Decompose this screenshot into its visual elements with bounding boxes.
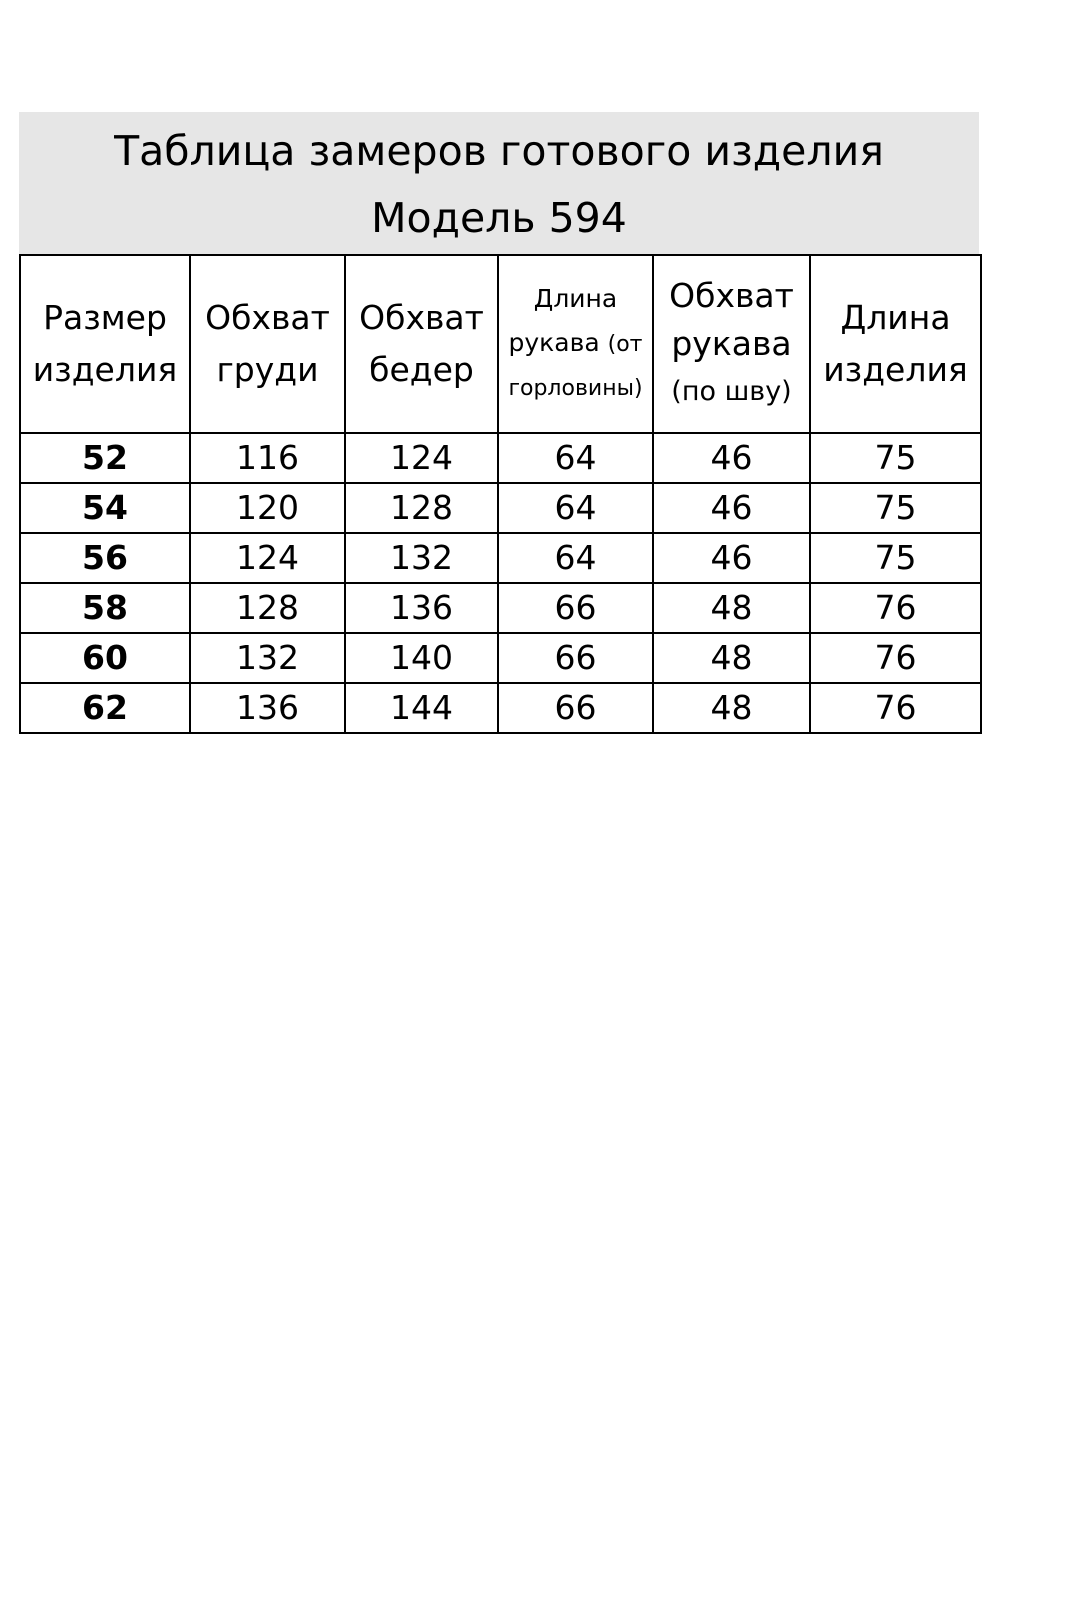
hips-cell: 140 <box>345 633 498 683</box>
sleeve-girth-cell: 46 <box>653 533 810 583</box>
table-row <box>20 683 981 733</box>
sleeve-length-cell: 66 <box>498 583 653 633</box>
size-cell: 58 <box>20 583 190 633</box>
model-title: Модель 594 <box>371 194 627 242</box>
hips-cell: 128 <box>345 483 498 533</box>
sleeve-girth-cell: 46 <box>653 483 810 533</box>
garment-length-cell: 75 <box>810 533 981 583</box>
table-row <box>20 633 981 683</box>
hips-cell: 132 <box>345 533 498 583</box>
table-row <box>20 583 981 633</box>
table-title: Таблица замеров готового изделия <box>114 127 884 175</box>
sleeve-length-cell: 64 <box>498 483 653 533</box>
header-sleeve-length: Длина рукава (от горловины) <box>498 255 653 433</box>
hips-cell: 136 <box>345 583 498 633</box>
size-cell: 62 <box>20 683 190 733</box>
table-title-block <box>19 112 979 254</box>
table-row <box>20 433 981 483</box>
garment-length-cell: 75 <box>810 433 981 483</box>
garment-length-cell: 75 <box>810 483 981 533</box>
size-table <box>19 254 982 734</box>
header-size: Размер изделия <box>20 255 190 433</box>
header-hips: Обхват бедер <box>345 255 498 433</box>
sleeve-length-cell: 66 <box>498 683 653 733</box>
sleeve-length-cell: 66 <box>498 633 653 683</box>
chest-cell: 132 <box>190 633 345 683</box>
size-cell: 60 <box>20 633 190 683</box>
sleeve-girth-cell: 46 <box>653 433 810 483</box>
sleeve-girth-cell: 48 <box>653 583 810 633</box>
header-sleeve-girth: Обхват рукава (по шву) <box>653 255 810 433</box>
header-row <box>20 255 981 433</box>
size-cell: 54 <box>20 483 190 533</box>
size-cell: 52 <box>20 433 190 483</box>
chest-cell: 136 <box>190 683 345 733</box>
table-row <box>20 533 981 583</box>
sleeve-length-cell: 64 <box>498 433 653 483</box>
hips-cell: 124 <box>345 433 498 483</box>
size-cell: 56 <box>20 533 190 583</box>
header-garment-length: Длина изделия <box>810 255 981 433</box>
sleeve-length-cell: 64 <box>498 533 653 583</box>
hips-cell: 144 <box>345 683 498 733</box>
chest-cell: 124 <box>190 533 345 583</box>
header-chest: Обхват груди <box>190 255 345 433</box>
chest-cell: 116 <box>190 433 345 483</box>
garment-length-cell: 76 <box>810 683 981 733</box>
sleeve-girth-cell: 48 <box>653 633 810 683</box>
garment-length-cell: 76 <box>810 583 981 633</box>
garment-length-cell: 76 <box>810 633 981 683</box>
chest-cell: 120 <box>190 483 345 533</box>
sleeve-girth-cell: 48 <box>653 683 810 733</box>
chest-cell: 128 <box>190 583 345 633</box>
table-row <box>20 483 981 533</box>
